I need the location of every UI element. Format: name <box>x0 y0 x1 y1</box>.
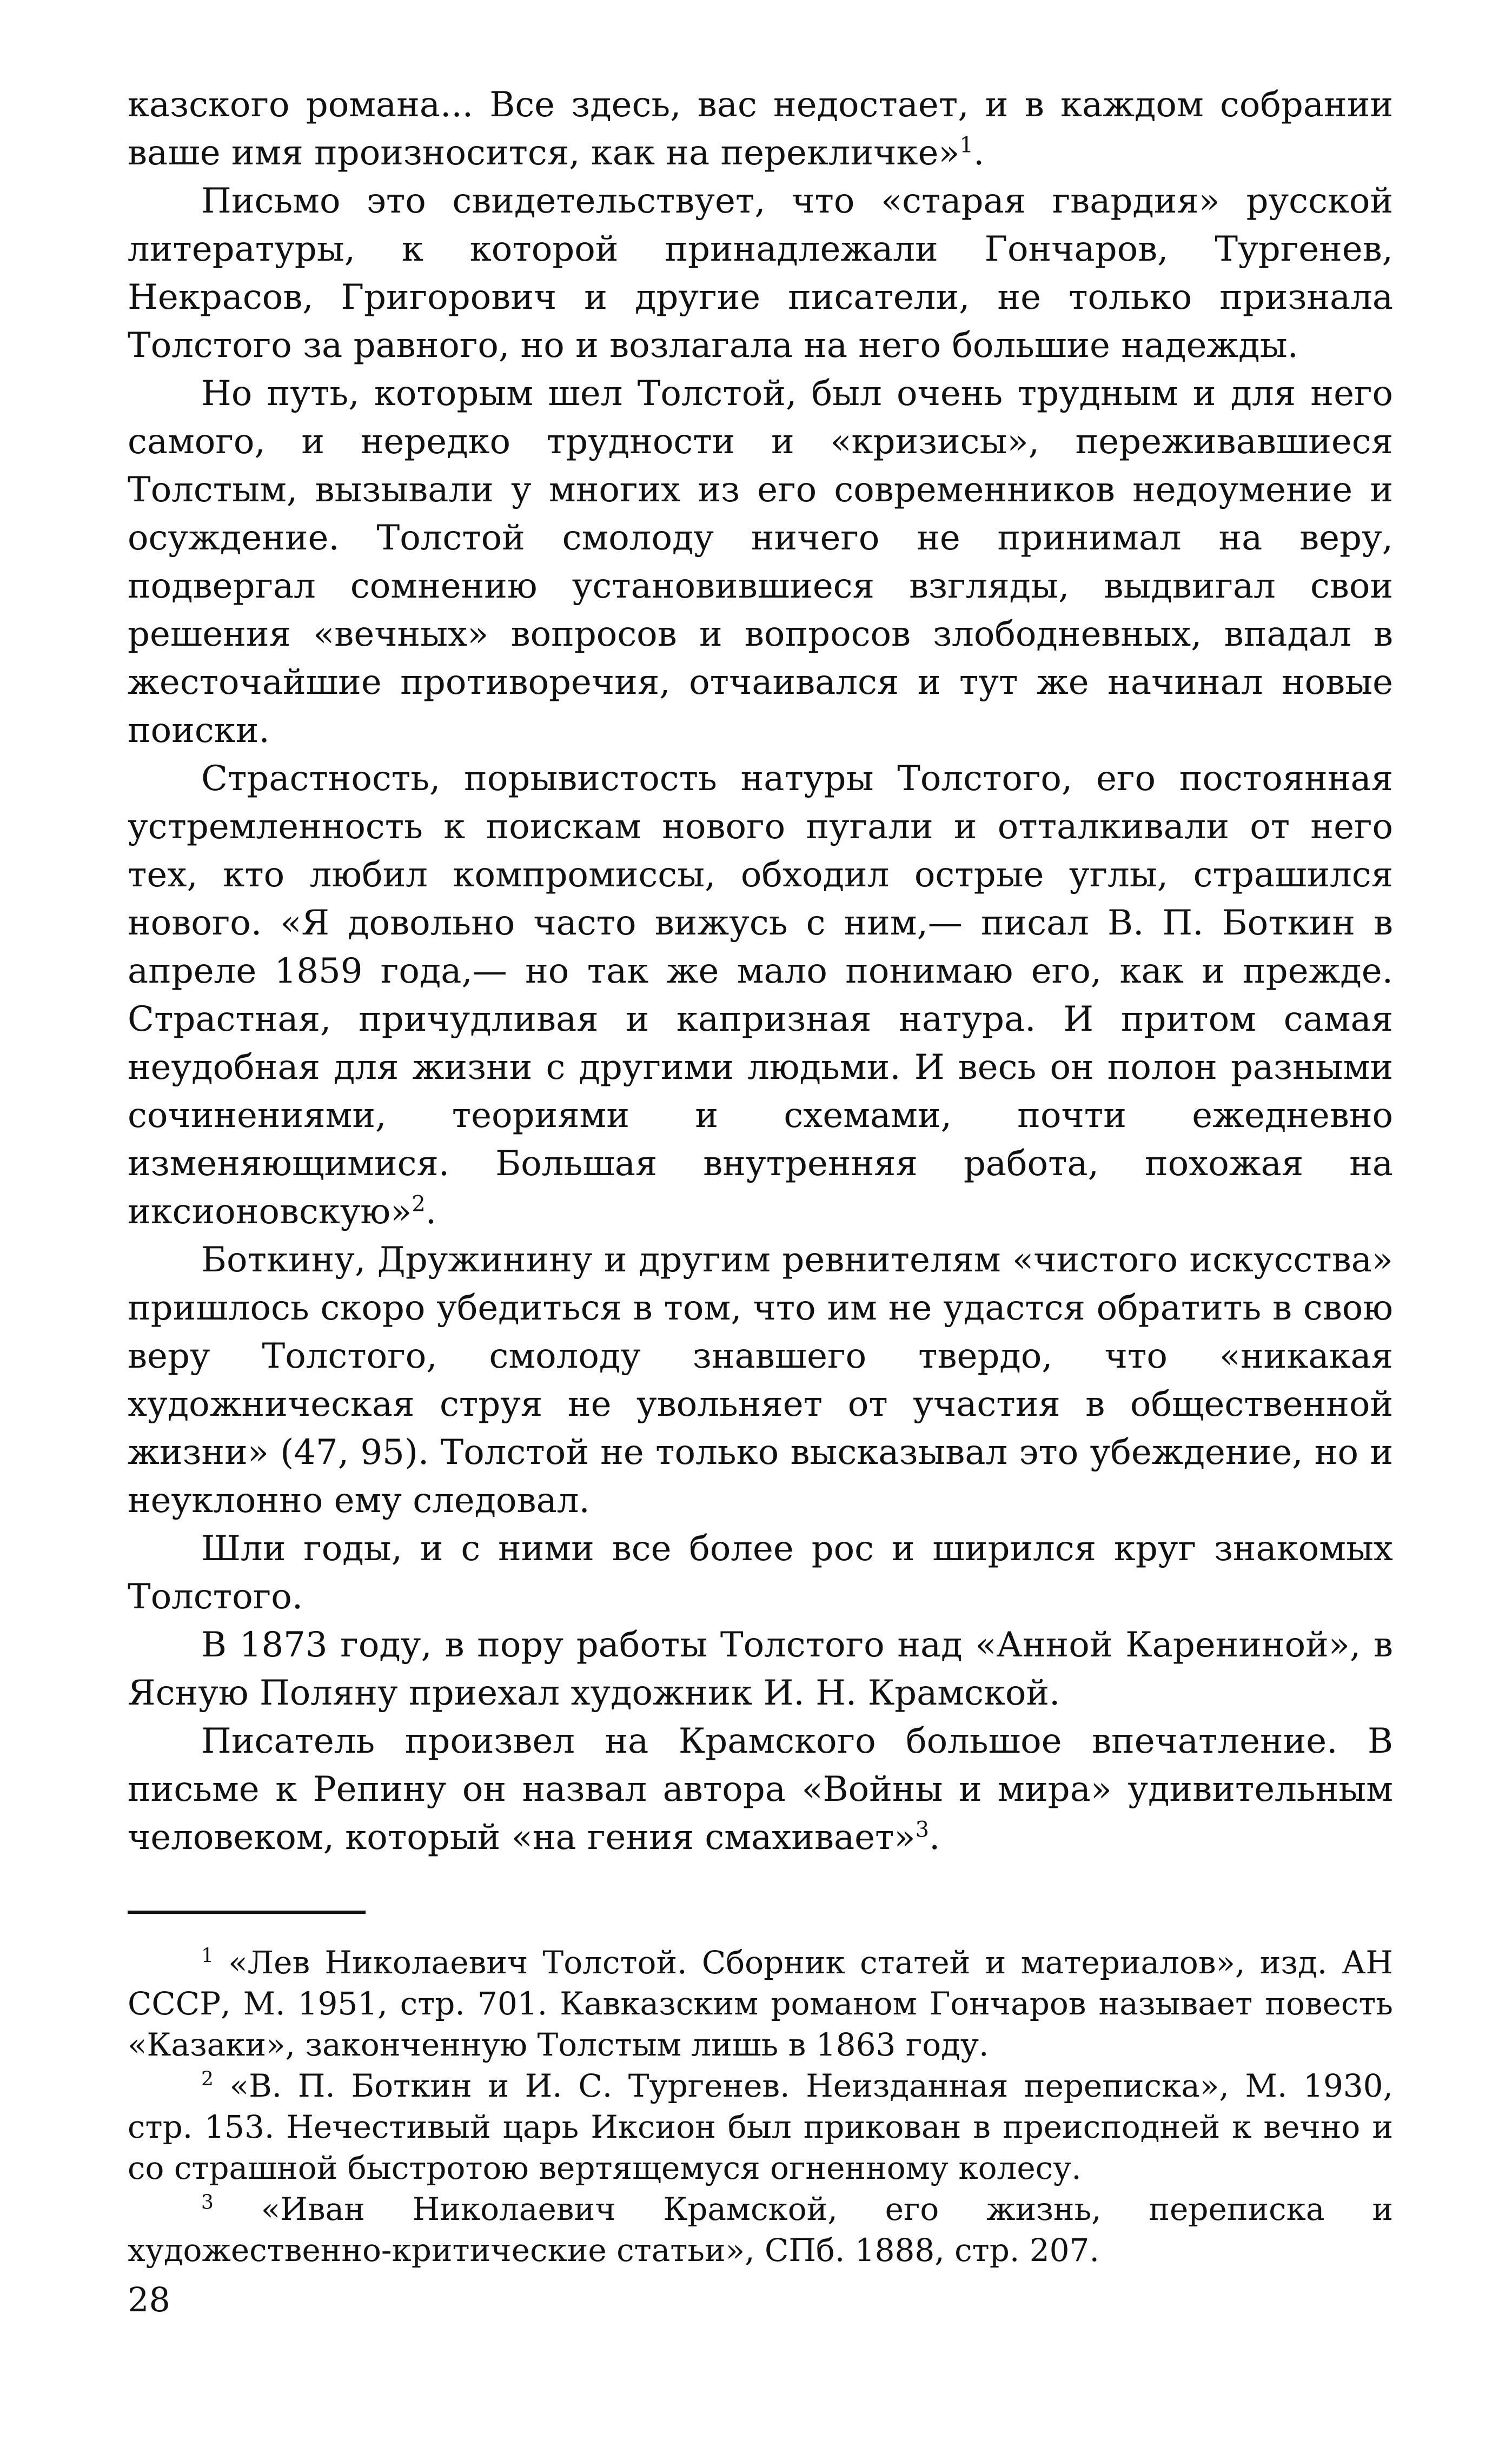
paragraph-6: Шли годы, и с ними все более рос и ширился круг знакомых Толстого. <box>128 1529 1393 1617</box>
paragraph-4 <box>128 755 1393 1236</box>
paragraph-1-end: . <box>973 133 985 173</box>
footnote-marker-3: 3 <box>201 2191 214 2214</box>
paragraph-4-text: Страстность, порывистость натуры Толстого, его постоянная устремленность к поискам нового пугали и отталкивали от него тех, кто любил компромиссы, обходил острые углы, страшился нового. «Я довольно часто вижусь с ним,— писал В. П. Боткин в апреле 1859 года,— но так же мало понимаю его, как и прежде. Страстная, причудливая и капризная натура. И притом самая неудобная для жизни с другими людьми. И весь он полон разными сочинениями, теориями и схемами, почти ежедневно изменяющимися. Большая внутренняя работа, похожая на иксионовскую» <box>128 759 1393 1232</box>
footnote-ref-2: 2 <box>412 1191 426 1217</box>
paragraph-4-end: . <box>425 1192 437 1232</box>
footnote-3 <box>128 2189 1393 2271</box>
footnote-marker-1: 1 <box>201 1945 214 1967</box>
footnote-3-text: «Иван Николаевич Крамской, его жизнь, переписка и художественно-критические статьи», СПб. 1888, стр. 207. <box>128 2191 1393 2269</box>
footnote-2 <box>128 2065 1393 2189</box>
footnote-1 <box>128 1942 1393 2065</box>
paragraph-8 <box>128 1718 1393 1862</box>
book-page <box>128 81 1393 2271</box>
footnote-ref-3: 3 <box>915 1817 930 1842</box>
page-number: 28 <box>128 2280 170 2319</box>
paragraph-1-text: казского романа... Все здесь, вас недостает, и в каждом собрании ваше имя произносится, как на перекличке» <box>128 85 1393 173</box>
footnotes <box>128 1942 1393 2271</box>
footnote-separator <box>128 1911 366 1914</box>
paragraph-7: В 1873 году, в пору работы Толстого над «Анной Карениной», в Ясную Поляну приехал художник И. Н. Крамской. <box>128 1625 1393 1713</box>
paragraph-8-text: Писатель произвел на Крамского большое впечатление. В письме к Репину он назвал автора «Войны и мира» удивительным человеком, который «на гения смахивает» <box>128 1721 1393 1858</box>
main-text <box>128 81 1393 1862</box>
paragraph-2: Письмо это свидетельствует, что «старая гвардия» русской литературы, к которой принадлежали Гончаров, Тургенев, Некрасов, Григорович и другие писатели, не только признала Толстого за равного, но и возлагала на него большие надежды. <box>128 181 1393 366</box>
footnote-2-text: «В. П. Боткин и И. С. Тургенев. Неизданная переписка», М. 1930, стр. 153. Нечестивый царь Иксион был прикован в преисподней к вечно и со страшной быстротою вертящемуся огненному колесу. <box>128 2067 1393 2186</box>
paragraph-1 <box>128 81 1393 177</box>
footnote-ref-1: 1 <box>959 132 973 158</box>
paragraph-3: Но путь, которым шел Толстой, был очень трудным и для него самого, и нередко трудности и «кризисы», переживавшиеся Толстым, вызывали у многих из его современников недоумение и осуждение. Толстой смолоду ничего не принимал на веру, подвергал сомнению установившиеся взгляды, выдвигал свои решения «вечных» вопросов и вопросов злободневных, впадал в жесточайшие противоречия, отчаивался и тут же начинал новые поиски. <box>128 374 1393 751</box>
footnote-marker-2: 2 <box>201 2068 214 2091</box>
paragraph-5: Боткину, Дружинину и другим ревнителям «чистого искусства» пришлось скоро убедиться в том, что им не удастся обратить в свою веру Толстого, смолоду знавшего твердо, что «никакая художническая струя не увольняет от участия в общественной жизни» (47, 95). Толстой не только высказывал это убеждение, но и неуклонно ему следовал. <box>128 1240 1393 1521</box>
paragraph-8-end: . <box>929 1818 940 1858</box>
footnote-1-text: «Лев Николаевич Толстой. Сборник статей и материалов», изд. АН СССР, М. 1951, стр. 701. Кавказским романом Гончаров называет повесть «Казаки», законченную Толстым лишь в 1863 году. <box>128 1944 1394 2063</box>
